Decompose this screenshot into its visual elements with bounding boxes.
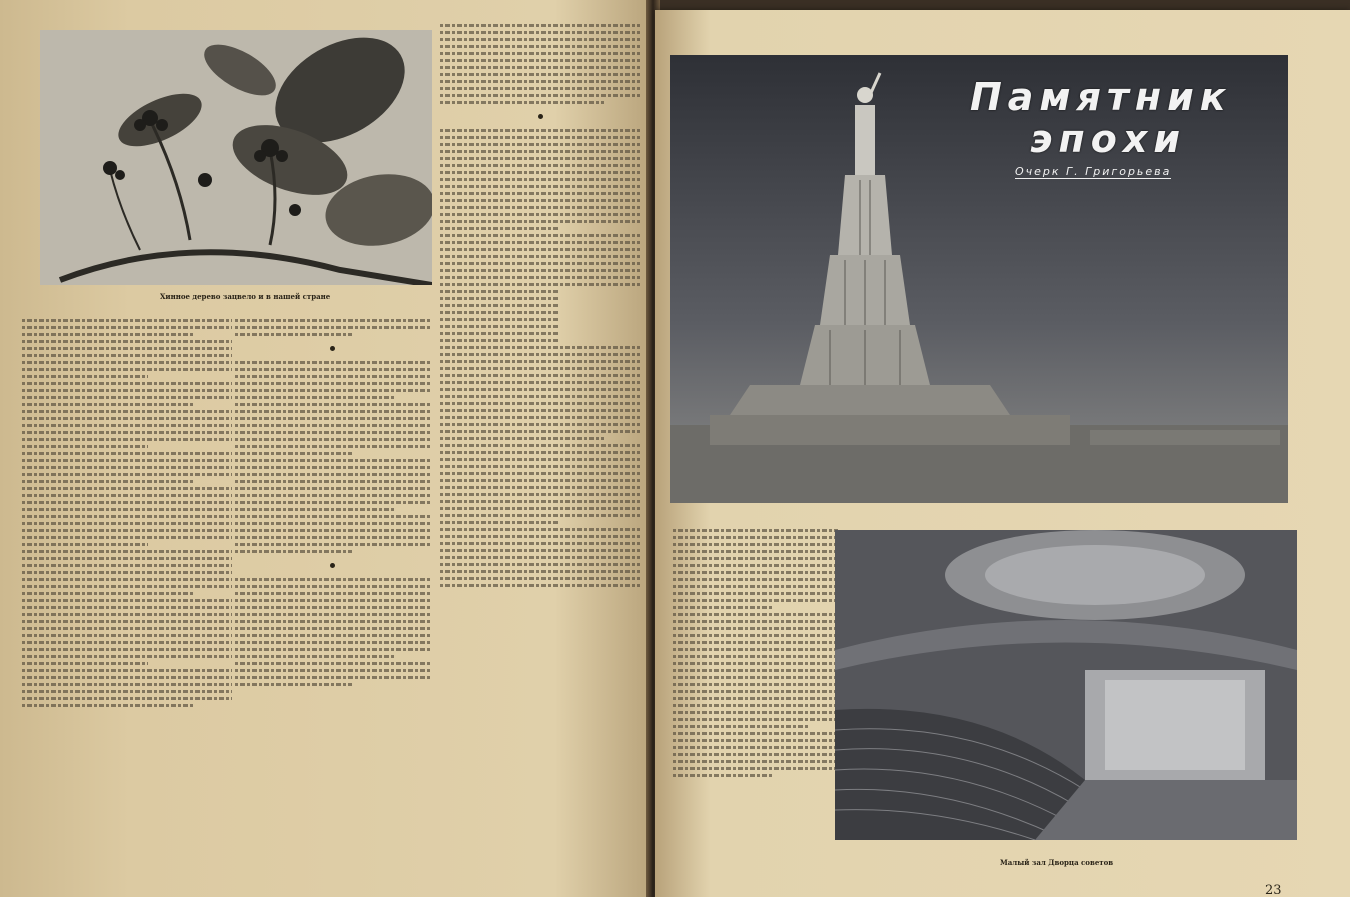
bullet-dot-icon xyxy=(330,346,335,351)
photo-caption: Хинное дерево зацвело и в нашей стране xyxy=(160,292,331,301)
article-title-line1: Памятник xyxy=(970,75,1232,119)
right-text-column xyxy=(673,525,838,865)
palace-of-soviets-drawing xyxy=(670,55,1288,503)
bullet-dot-icon xyxy=(330,563,335,568)
left-page xyxy=(0,0,652,897)
page-number: 23 xyxy=(1265,883,1282,897)
auditorium-illustration xyxy=(835,530,1297,840)
bullet-dot-icon xyxy=(538,114,543,119)
left-text-column-3 xyxy=(440,20,640,880)
flower-branch-illustration xyxy=(40,30,432,285)
article-title-line2: эпохи xyxy=(1030,117,1187,161)
left-text-column-1 xyxy=(22,315,232,875)
right-page xyxy=(655,10,1350,897)
small-hall-interior-drawing xyxy=(835,530,1297,840)
palace-tower-illustration xyxy=(670,55,1288,503)
article-subtitle: Очерк Г. Григорьева xyxy=(1015,165,1172,178)
left-text-column-2 xyxy=(235,315,430,875)
flower-branch-photo xyxy=(40,30,432,285)
hall-caption: Малый зал Дворца советов xyxy=(1000,858,1114,867)
